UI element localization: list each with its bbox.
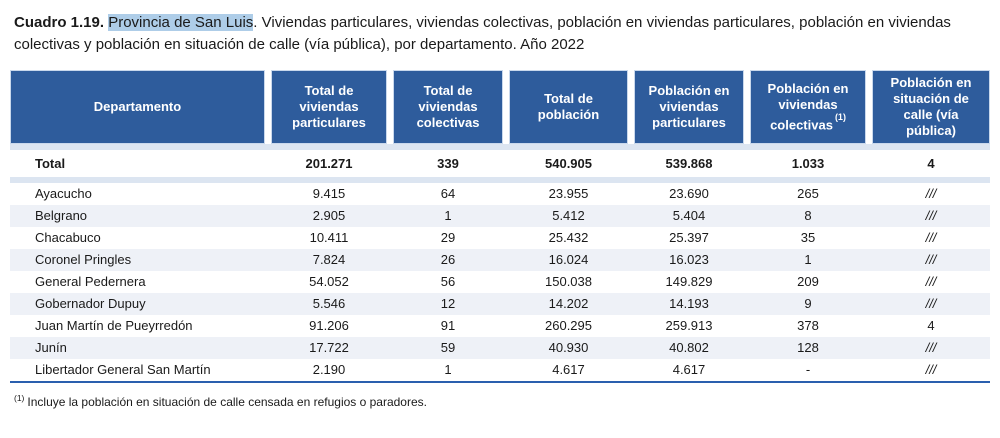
table-cell-value: 209 xyxy=(797,274,819,289)
table-cell-value: 16.024 xyxy=(548,252,589,267)
table-cell-value: 2.190 xyxy=(312,362,346,377)
table-cell-value: 128 xyxy=(797,340,819,355)
footnote-reference-icon: (1) xyxy=(834,111,846,122)
table-cell-value: /// xyxy=(925,274,937,289)
table-cell-value: 35 xyxy=(800,230,816,245)
table-cell-value: 40.930 xyxy=(548,340,589,355)
footnote-text: Incluye la población en situación de calle censada en refugios o paradores. xyxy=(27,395,427,409)
department-name: Libertador General San Martín xyxy=(35,362,211,377)
column-header-viviendas-particulares: Total de viviendas particulares xyxy=(271,70,387,144)
department-name: Gobernador Dupuy xyxy=(35,296,146,311)
department-name: Coronel Pringles xyxy=(35,252,132,267)
table-cell-value: 539.868 xyxy=(665,156,713,171)
table-cell-value: 149.829 xyxy=(665,274,713,289)
table-cell-value: 4 xyxy=(927,156,935,171)
table-number: Cuadro 1.19. xyxy=(14,14,105,31)
table-cell-value: /// xyxy=(925,362,937,377)
table-cell-value: 7.824 xyxy=(312,252,346,267)
table-cell-value: 1 xyxy=(804,252,812,267)
table-cell-value: 540.905 xyxy=(545,156,592,171)
column-header-poblacion-viv-particulares: Población en viviendas particulares xyxy=(634,70,744,144)
table-cell-value: /// xyxy=(925,208,937,223)
department-name: Total xyxy=(35,156,66,171)
table-cell-value: 14.202 xyxy=(548,296,589,311)
table-cell-value: 59 xyxy=(440,340,456,355)
table-cell-value: 91.206 xyxy=(309,318,349,333)
table-cell-value: 1 xyxy=(444,208,452,223)
table-row-jun-n xyxy=(10,337,990,359)
column-header-poblacion-viv-colectivas: Población en viviendas colectivas$^{(1)}$ xyxy=(750,70,866,144)
table-cell-value: 91 xyxy=(440,318,456,333)
footnote xyxy=(14,393,1000,409)
table-cell-value: 259.913 xyxy=(665,318,713,333)
table-row-juan-mart-n-de-pueyrred-n xyxy=(10,315,990,337)
column-header-situacion-calle: Población en situación de calle (vía pública) xyxy=(872,70,990,144)
table-cell-value: 4.617 xyxy=(552,362,585,377)
table-cell-value: 5.546 xyxy=(312,296,346,311)
table-cell-value: 2.905 xyxy=(312,208,346,223)
table-cell-value: 5.404 xyxy=(672,208,706,223)
table-row-gobernador-dupuy xyxy=(10,293,990,315)
table-cell-value: 1.033 xyxy=(791,156,825,171)
table-cell-value: 26 xyxy=(440,252,456,267)
table-row-ayacucho xyxy=(10,183,990,205)
table-cell-value: /// xyxy=(925,340,937,355)
column-header-total-poblacion: Total de población xyxy=(509,70,628,144)
table-cell-value: 201.271 xyxy=(305,156,353,171)
highlighted-province: Provincia de San Luis xyxy=(108,14,254,31)
table-cell-value: 9.415 xyxy=(312,186,346,201)
table-cell-value: 4.617 xyxy=(672,362,706,377)
table-bottom-border xyxy=(10,381,990,383)
table-cell-value: /// xyxy=(925,252,937,267)
table-cell-value: - xyxy=(805,362,811,377)
table-row-total xyxy=(10,150,990,177)
table-cell-value: 10.411 xyxy=(309,230,349,245)
table-cell-value: 378 xyxy=(797,318,819,333)
table-row-chacabuco xyxy=(10,227,990,249)
table-cell-value: 16.023 xyxy=(669,252,709,267)
table-cell-value: 9 xyxy=(804,296,812,311)
table-cell-value: 40.802 xyxy=(669,340,709,355)
table-cell-value: 1 xyxy=(444,362,452,377)
table-cell-value: 8 xyxy=(804,208,812,223)
table-row-general-pedernera xyxy=(10,271,990,293)
department-name: Chacabuco xyxy=(35,230,101,245)
table-body xyxy=(10,150,990,381)
table-cell-value: 260.295 xyxy=(545,318,592,333)
column-header-viviendas-colectivas: Total de viviendas colectivas xyxy=(393,70,503,144)
title-rest: . Viviendas particulares, viviendas colectivas, población en viviendas particulares, población en viviendas colectivas y población en situación de calle (vía pública), por departamento. Año 2022 xyxy=(14,14,951,53)
statistics-table xyxy=(10,70,990,383)
table-cell-value: /// xyxy=(925,296,937,311)
table-row-coronel-pringles xyxy=(10,249,990,271)
footnote-marker: (1) xyxy=(14,393,25,403)
table-cell-value: 64 xyxy=(440,186,456,201)
table-cell-value: 56 xyxy=(440,274,456,289)
table-cell-value: 339 xyxy=(437,156,459,171)
table-cell-value: 4 xyxy=(927,318,935,333)
table-cell-value: 5.412 xyxy=(552,208,585,223)
table-row-belgrano xyxy=(10,205,990,227)
table-cell-value: 150.038 xyxy=(545,274,592,289)
department-name: Junín xyxy=(35,340,67,355)
department-name: General Pedernera xyxy=(35,274,146,289)
department-name: Belgrano xyxy=(35,208,88,223)
table-row-libertador-general-san-mart-n xyxy=(10,359,990,381)
department-name: Ayacucho xyxy=(35,186,92,201)
table-cell-value: 25.397 xyxy=(669,230,709,245)
table-title xyxy=(0,0,985,56)
table-cell-value: /// xyxy=(925,186,937,201)
table-cell-value: 23.955 xyxy=(548,186,589,201)
table-cell-value: 25.432 xyxy=(548,230,589,245)
table-cell-value: 14.193 xyxy=(669,296,709,311)
table-cell-value: /// xyxy=(925,230,937,245)
table-cell-value: 29 xyxy=(440,230,456,245)
table-cell-value: 54.052 xyxy=(309,274,349,289)
table-cell-value: 12 xyxy=(440,296,456,311)
table-cell-value: 17.722 xyxy=(309,340,349,355)
department-name: Juan Martín de Pueyrredón xyxy=(35,318,193,333)
table-cell-value: 23.690 xyxy=(669,186,709,201)
table-header-row xyxy=(10,70,990,144)
table-cell-value: 265 xyxy=(797,186,819,201)
column-header-departamento: Departamento xyxy=(10,70,265,144)
